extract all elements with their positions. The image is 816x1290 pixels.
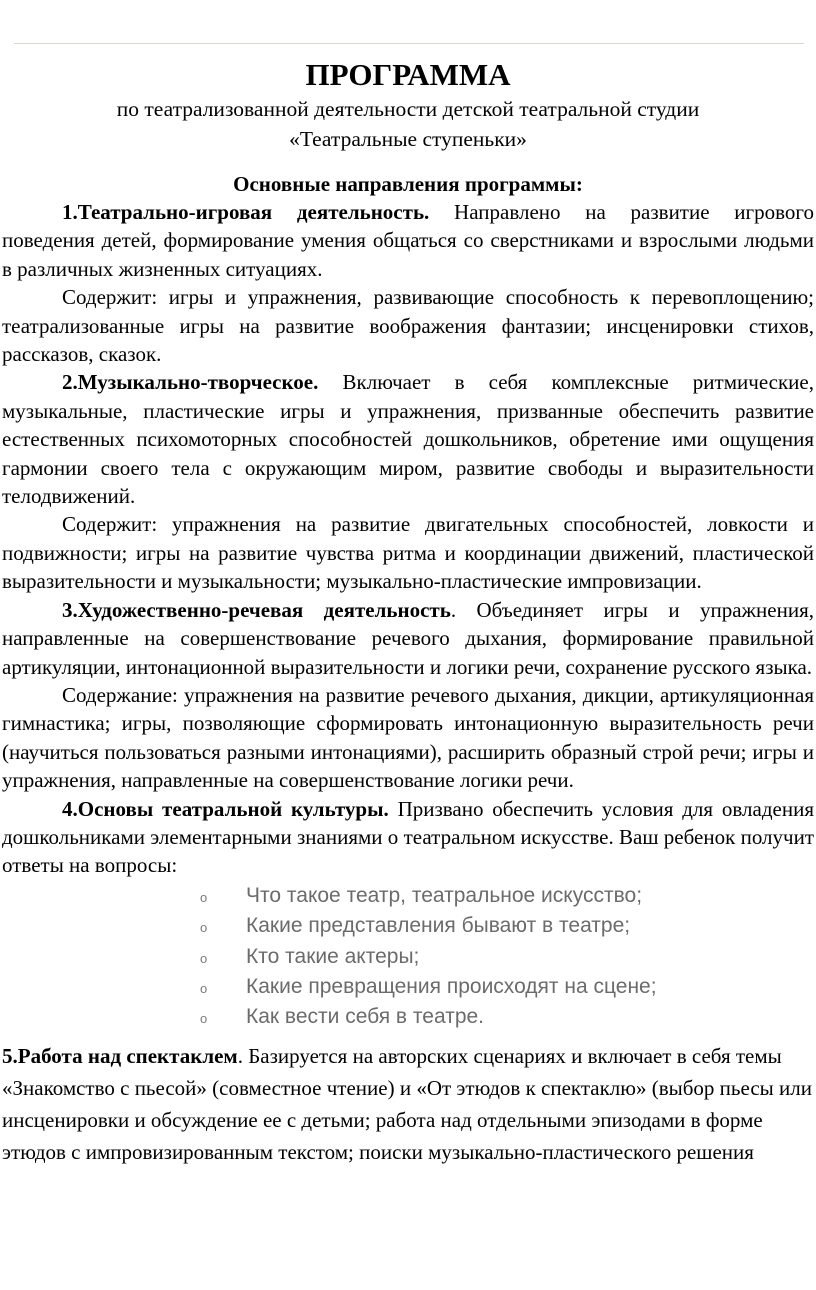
list-item-text: Какие превращения происходят на сцене; bbox=[246, 974, 657, 998]
paragraph-heading: 4.Основы театральной культуры. bbox=[62, 796, 389, 821]
paragraph-text: Призвано обеспечить условия для овладения дошкольниками элементарными знаниями о театральном искусстве. Ваш ребенок получит ответы на вопросы: bbox=[2, 796, 814, 878]
circle-bullet-icon: o bbox=[200, 980, 208, 996]
paragraph-text: Направлено на развитие игрового поведения детей, формирование умения общаться со сверстниками и взрослыми людьми в различных жизненных ситуациях. bbox=[2, 200, 815, 281]
document-body bbox=[2, 56, 814, 1168]
header-rule bbox=[14, 43, 804, 44]
list-item-text: Кто такие актеры; bbox=[246, 944, 420, 968]
list-item bbox=[200, 943, 814, 973]
paragraph-heading: 3.Художественно-речевая деятельность bbox=[62, 597, 451, 622]
list-item bbox=[200, 973, 814, 1003]
circle-bullet-icon: o bbox=[200, 950, 208, 966]
list-item-text: Как вести себя в театре. bbox=[246, 1005, 485, 1029]
paragraph-speech-content: Содержание: упражнения на развитие речевого дыхания, дикции, артикуляционная гимнастика; игры, позволяющие сформировать интонационную выразительность речи (научиться пользоваться разными интонациями), расширить образный строй речи; игры и упражнения, направленные на совершенствование логики речи. bbox=[2, 682, 814, 793]
section-heading: Основные направления программы: bbox=[233, 172, 583, 196]
paragraph-theatre-culture bbox=[2, 795, 814, 880]
questions-list bbox=[2, 882, 814, 1034]
circle-bullet-icon: o bbox=[200, 1011, 208, 1027]
list-item bbox=[200, 882, 814, 912]
page-title: ПРОГРАММА bbox=[305, 57, 511, 92]
paragraph-theatrical-play bbox=[2, 198, 814, 283]
circle-bullet-icon: o bbox=[200, 889, 208, 905]
paragraph-heading: 2.Музыкально-творческое. bbox=[62, 370, 319, 395]
circle-bullet-icon: o bbox=[200, 920, 208, 936]
paragraph-text: Включает в себя комплексные ритмические, музыкальные, пластические игры и упражнения, призванные обеспечить развитие естественных психомоторных способностей дошкольников, обретение ими ощущения гармонии своего тела с окружающим миром, развитие свободы и выразительности телодвижений. bbox=[2, 370, 814, 509]
list-item-text: Что такое театр, театральное искусство; bbox=[246, 883, 643, 907]
subtitle-line-1: по театрализованной деятельности детской театральной студии bbox=[116, 97, 700, 121]
paragraph-text: . Базируется на авторских сценариях и включает в себя темы «Знакомство с пьесой» (совместное чтение) и «От этюдов к спектаклю» (выбор пьесы или инсценировки и обсуждение ее с детьми; работа над отдельными эпизодами в форме этюдов с импровизированным текстом; поиски музыкально-пластического решения bbox=[2, 1043, 812, 1164]
list-item bbox=[200, 912, 814, 942]
subtitle-line-2: «Театральные ступеньки» bbox=[289, 127, 527, 151]
paragraph-performance-work bbox=[2, 1040, 814, 1168]
paragraph-heading: 5.Работа над спектаклем bbox=[2, 1043, 238, 1068]
paragraph-heading: 1.Театрально-игровая деятельность. bbox=[62, 200, 430, 224]
paragraph-speech bbox=[2, 596, 814, 681]
list-item-text: Какие представления бывают в театре; bbox=[246, 914, 631, 938]
paragraph-musical-creative-content: Содержит: упражнения на развитие двигательных способностей, ловкости и подвижности; игры на развитие чувства ритма и координации движений, пластической выразительности и музыкальности; музыкально-пластические импровизации. bbox=[2, 512, 814, 594]
paragraph-musical-creative bbox=[2, 368, 814, 510]
paragraph-text: . Объединяет игры и упражнения, направленные на совершенствование речевого дыхания, формирование правильной артикуляции, интонационной выразительности и логики речи, сохранение русского языка. bbox=[2, 597, 814, 679]
list-item bbox=[200, 1003, 814, 1033]
paragraph-theatrical-play-content: Содержит: игры и упражнения, развивающие способность к перевоплощению; театрализованные игры на развитие воображения фантазии; инсценировки стихов, рассказов, сказок. bbox=[2, 285, 814, 367]
